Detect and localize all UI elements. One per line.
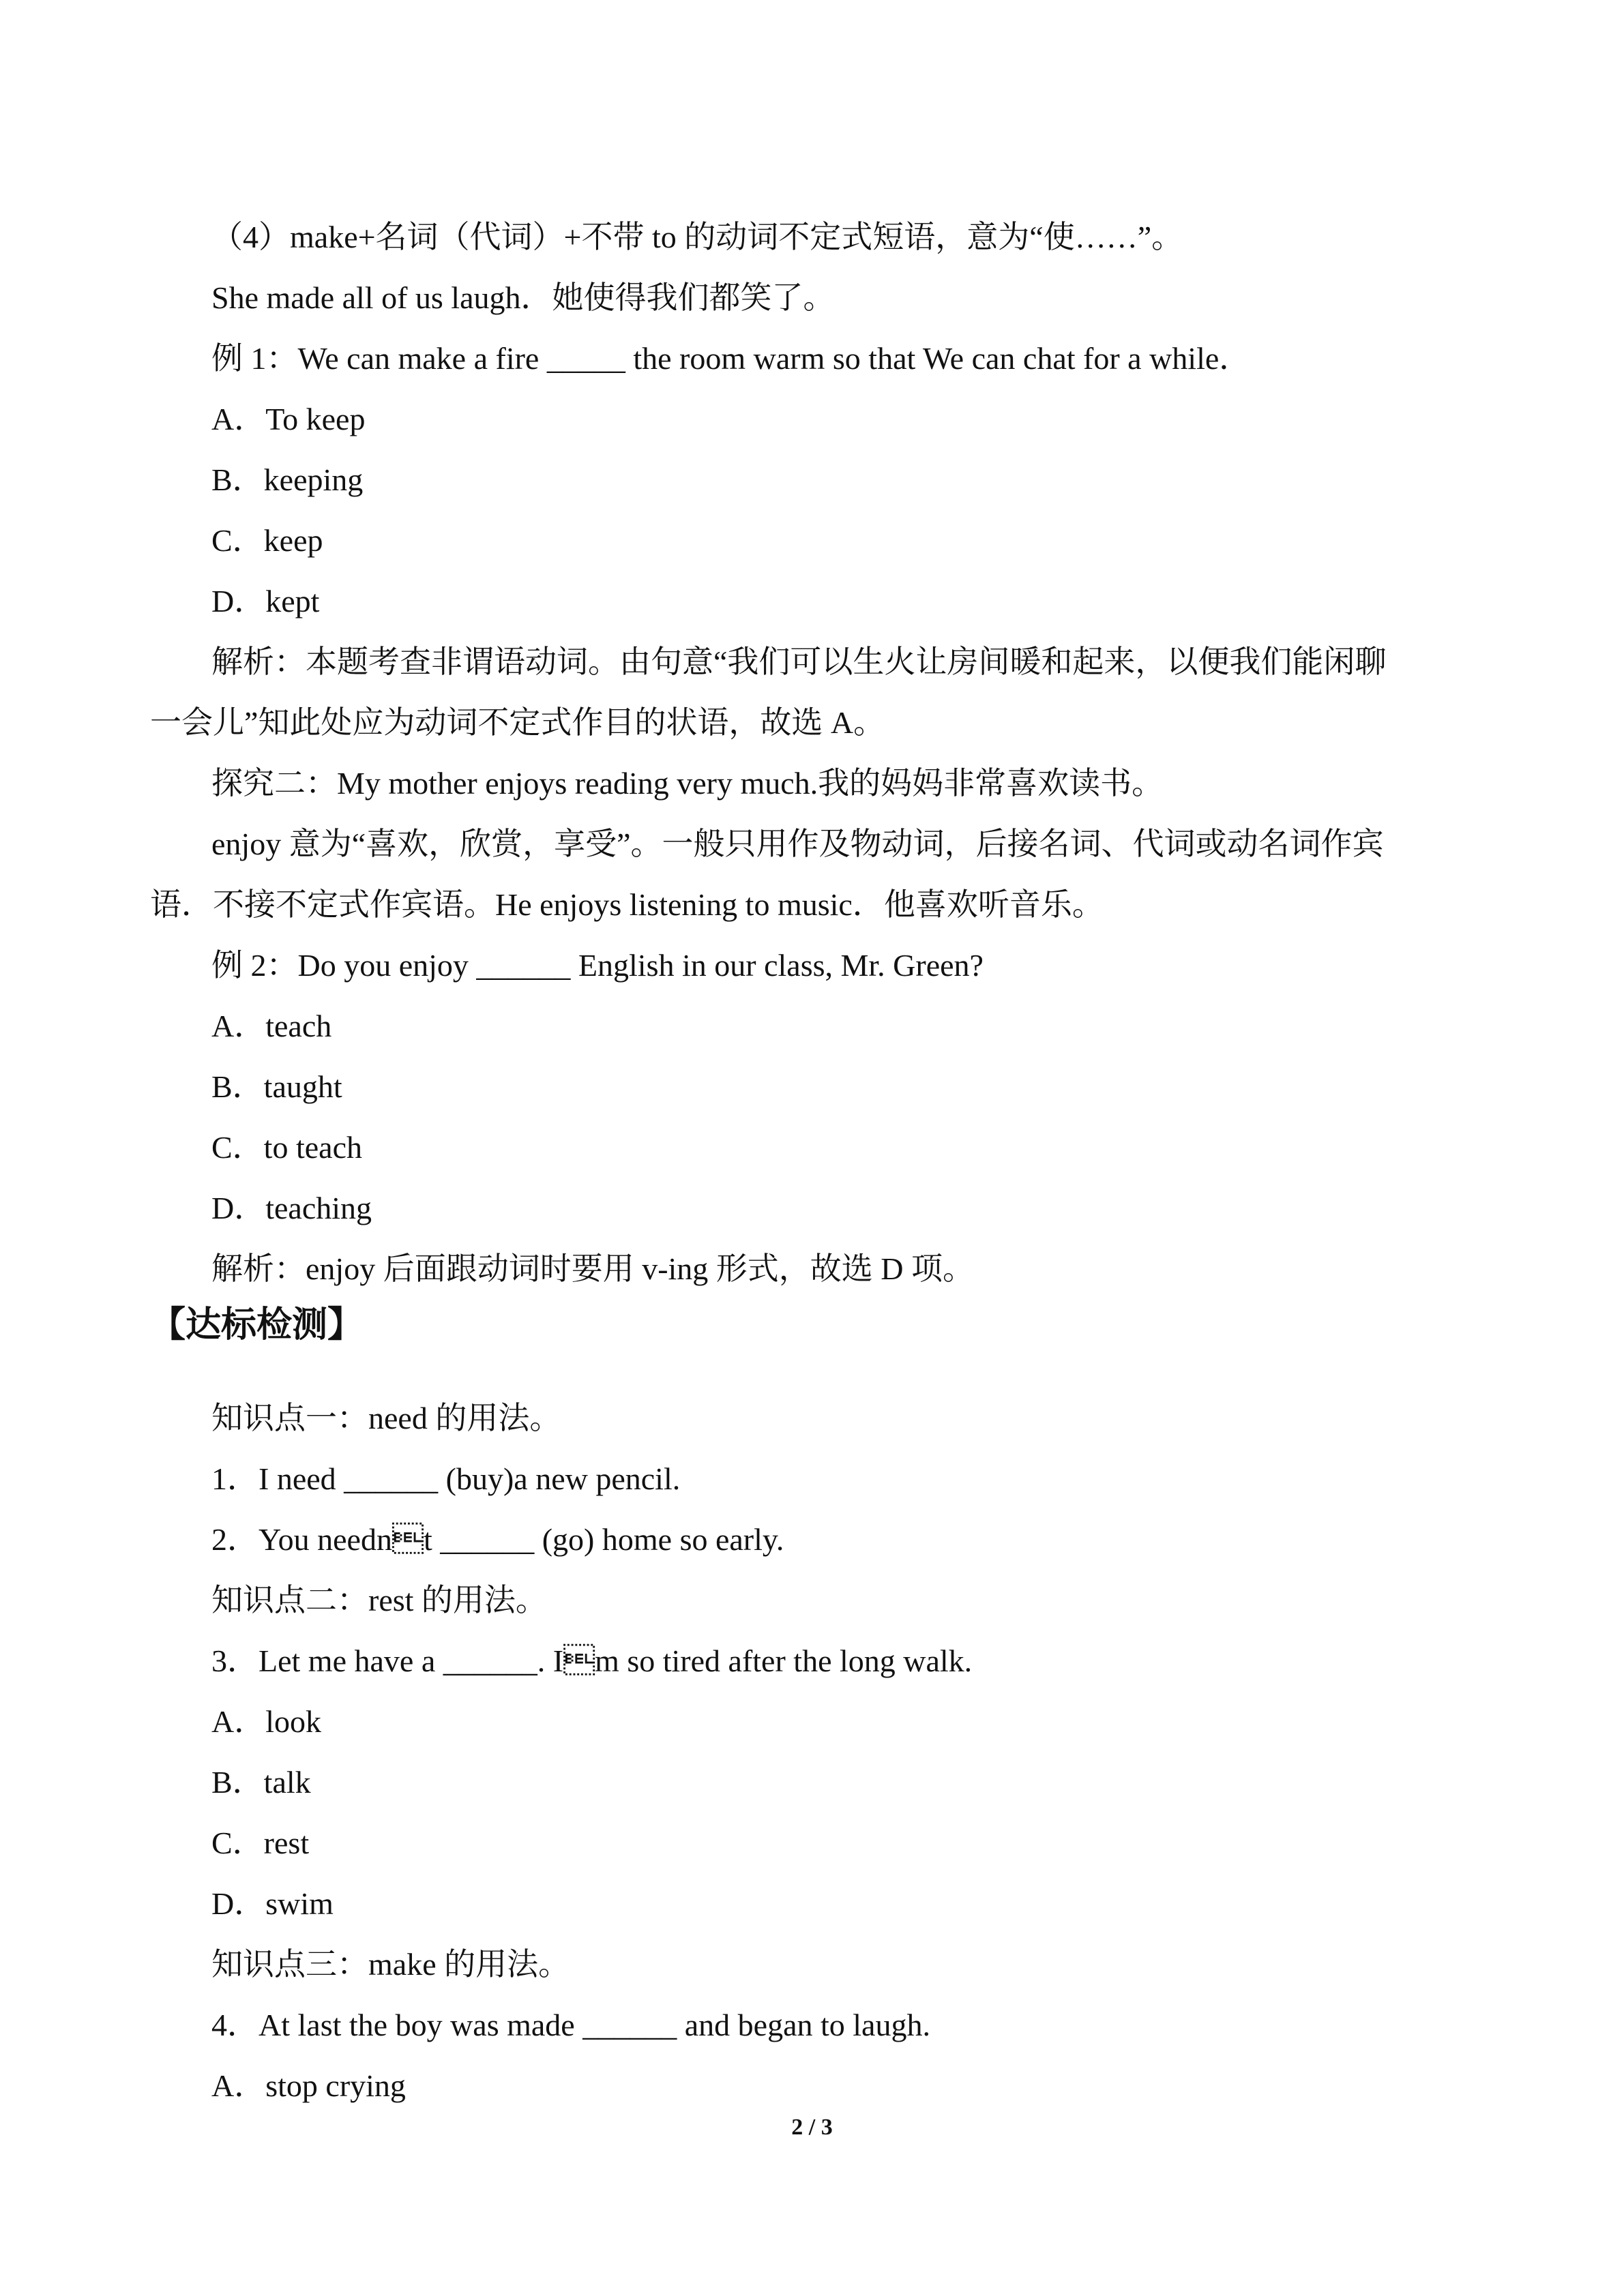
text-line-option-a: A．look <box>211 1704 321 1739</box>
text-line-question-1: 1．I need ______ (buy)a new pencil. <box>211 1461 681 1496</box>
text-line-option-a: A．To keep <box>211 402 366 436</box>
text-line-analysis-1-cont: 一会儿”知此处应为动词不定式作目的状语，故选 A。 <box>150 705 885 740</box>
text-line-question-2: 2．You neednt ______ (go) home so early. <box>211 1522 784 1557</box>
text-line-question-4: 4．At last the boy was made ______ and began to laugh. <box>211 2008 930 2042</box>
text-line-option-c: C．keep <box>211 523 323 558</box>
text-line-enjoy-rule: enjoy 意为“喜欢，欣赏，享受”。一般只用作及物动词，后接名词、代词或动名词作宾 <box>211 826 1384 861</box>
text-line-analysis-2: 解析：enjoy 后面跟动词时要用 v-ing 形式，故选 D 项。 <box>211 1251 975 1286</box>
text-line-option-d: D．swim <box>211 1886 334 1921</box>
text-line-example-2-question: 例 2：Do you enjoy ______ English in our class, Mr. Green? <box>211 948 984 983</box>
text-line-option-a: A．teach <box>211 1009 332 1043</box>
text-line-explore-2: 探究二：My mother enjoys reading very much.我的妈妈非常喜欢读书。 <box>211 766 1164 801</box>
text-line-option-b: B．talk <box>211 1765 311 1800</box>
text-line-knowledge-3: 知识点三：make 的用法。 <box>211 1947 570 1982</box>
section-heading: 【达标检测】 <box>150 1304 364 1345</box>
text-line-option-d: D．teaching <box>211 1191 372 1225</box>
text-line-option-c: C．rest <box>211 1825 310 1860</box>
text-line-option-a: A．stop crying <box>211 2068 406 2103</box>
text-line-example-1-question: 例 1：We can make a fire _____ the room warm so that We can chat for a while． <box>211 341 1251 376</box>
text-line-option-b: B．taught <box>211 1069 342 1104</box>
text-line-knowledge-2: 知识点二：rest 的用法。 <box>211 1583 547 1617</box>
text-line-enjoy-rule-cont: 语．不接不定式作宾语。He enjoys listening to music．他喜欢听音乐。 <box>150 887 1104 922</box>
text-line-question-3: 3．Let me have a ______. Im so tired after the long walk. <box>211 1643 973 1678</box>
text-line-example-sentence: She made all of us laugh．她使得我们都笑了。 <box>211 280 835 315</box>
text-line-option-d: D．kept <box>211 584 320 618</box>
text-line-option-c: C．to teach <box>211 1130 362 1165</box>
text-line-knowledge-1: 知识点一：need 的用法。 <box>211 1401 561 1435</box>
text-line-make-rule: （4）make+名词（代词）+不带 to 的动词不定式短语，意为“使……”。 <box>211 220 1183 254</box>
page-number: 2 / 3 <box>791 2115 833 2140</box>
text-line-analysis-1: 解析：本题考查非谓语动词。由句意“我们可以生火让房间暖和起来，以便我们能闲聊 <box>211 644 1387 679</box>
text-line-option-b: B．keeping <box>211 462 364 497</box>
